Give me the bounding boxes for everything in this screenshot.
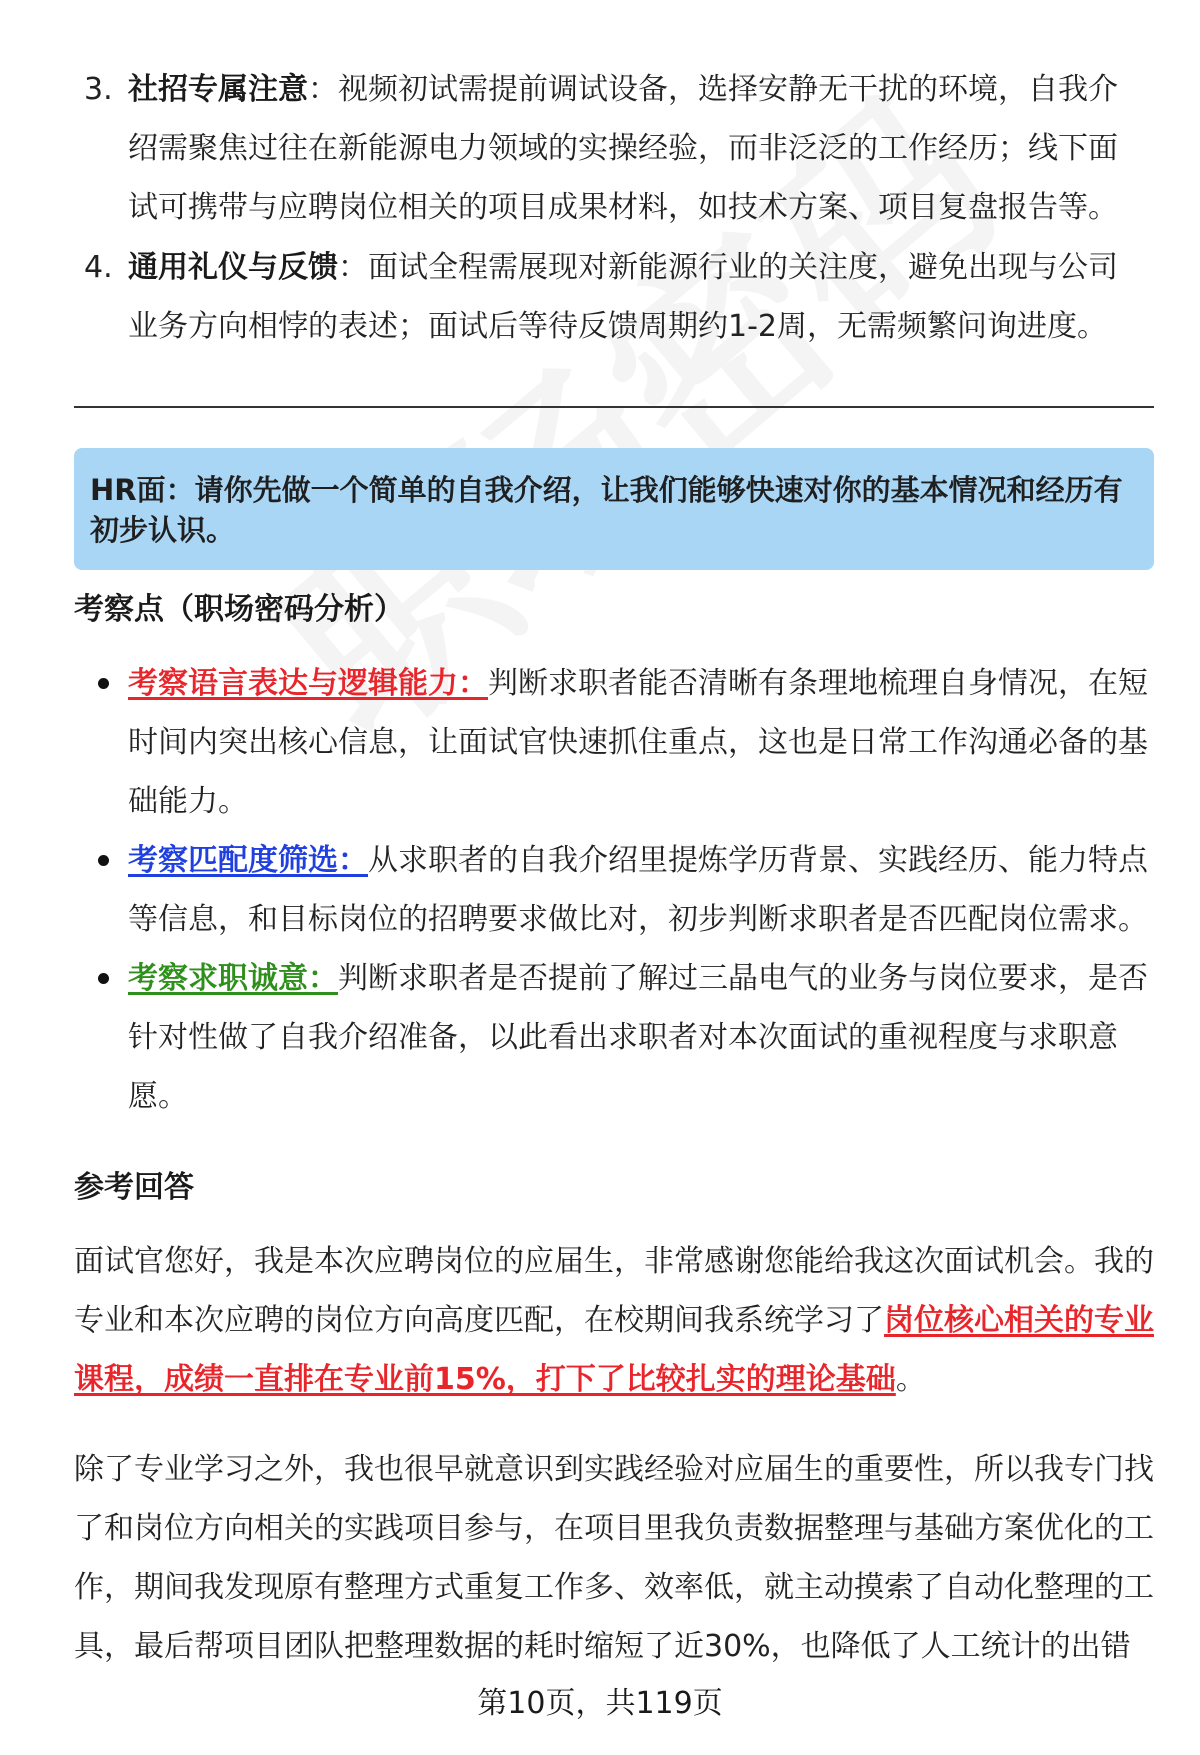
answer-text: 面试官您好，我是本次应聘岗位的应届生，非常感谢您能给我这次面试机会。我的专业和本次应聘的岗位方向高度匹配，在校期间我系统学习了 — [74, 1244, 1154, 1338]
point-item-expression — [128, 654, 1148, 831]
bullet-dot — [98, 678, 109, 689]
list-number: 3. — [84, 72, 113, 107]
list-separator: ： — [338, 250, 368, 285]
list-separator: ： — [308, 72, 338, 107]
bullet-dot — [98, 973, 109, 984]
point-label: 考察匹配度筛选： — [128, 843, 368, 878]
list-number: 4. — [84, 250, 113, 285]
answer-heading: 参考回答 — [74, 1170, 194, 1205]
list-title: 通用礼仪与反馈 — [128, 250, 338, 285]
list-body: 面试全程需展现对新能源行业的关注度，避免出现与公司业务方向相悖的表述；面试后等待反馈周期约1-2周，无需频繁问询进度。 — [128, 250, 1118, 344]
page-footer: 第10页，共119页 — [477, 1686, 723, 1721]
point-item-sincerity — [128, 949, 1148, 1126]
answer-highlight: 岗位核心相关的专业课程，成绩一直排在专业前15%，打下了比较扎实的理论基础 — [74, 1303, 1154, 1397]
list-text — [128, 60, 1140, 237]
section-divider — [74, 406, 1154, 408]
answer-paragraph-2: 除了专业学习之外，我也很早就意识到实践经验对应届生的重要性，所以我专门找了和岗位方向相关的实践项目参与，在项目里我负责数据整理与基础方案优化的工作，期间我发现原有整理方式重复工作多、效率低，就主动摸索了自动化整理的工具，最后帮项目团队把整理数据的耗时缩短了近30%，也降低了人工统计的出错 — [74, 1452, 1154, 1664]
point-item-match — [128, 831, 1148, 949]
answer-text-end: 。 — [895, 1362, 926, 1397]
point-label: 考察求职诚意： — [128, 961, 338, 996]
list-body: 视频初试需提前调试设备，选择安静无干扰的环境，自我介绍需聚焦过往在新能源电力领域的实操经验，而非泛泛的工作经历；线下面试可携带与应聘岗位相关的项目成果材料，如技术方案、项目复盘报告等。 — [128, 72, 1118, 225]
point-text: 判断求职者是否提前了解过三晶电气的业务与岗位要求，是否针对性做了自我介绍准备，以此看出求职者对本次面试的重视程度与求职意愿。 — [128, 961, 1148, 1114]
answer-paragraph-1 — [74, 1232, 1154, 1409]
analysis-heading: 考察点（职场密码分析） — [74, 592, 404, 627]
list-title: 社招专属注意 — [128, 72, 308, 107]
point-text: 判断求职者能否清晰有条理地梳理自身情况，在短时间内突出核心信息，让面试官快速抓住重点，这也是日常工作沟通必备的基础能力。 — [128, 666, 1148, 819]
point-text: 从求职者的自我介绍里提炼学历背景、实践经历、能力特点等信息，和目标岗位的招聘要求做比对，初步判断求职者是否匹配岗位需求。 — [128, 843, 1148, 937]
question-box — [74, 448, 1154, 570]
point-label: 考察语言表达与逻辑能力： — [128, 666, 488, 701]
list-text — [128, 238, 1140, 356]
question-text: HR面：请你先做一个简单的自我介绍，让我们能够快速对你的基本情况和经历有初步认识。 — [90, 473, 1123, 547]
bullet-dot — [98, 855, 109, 866]
